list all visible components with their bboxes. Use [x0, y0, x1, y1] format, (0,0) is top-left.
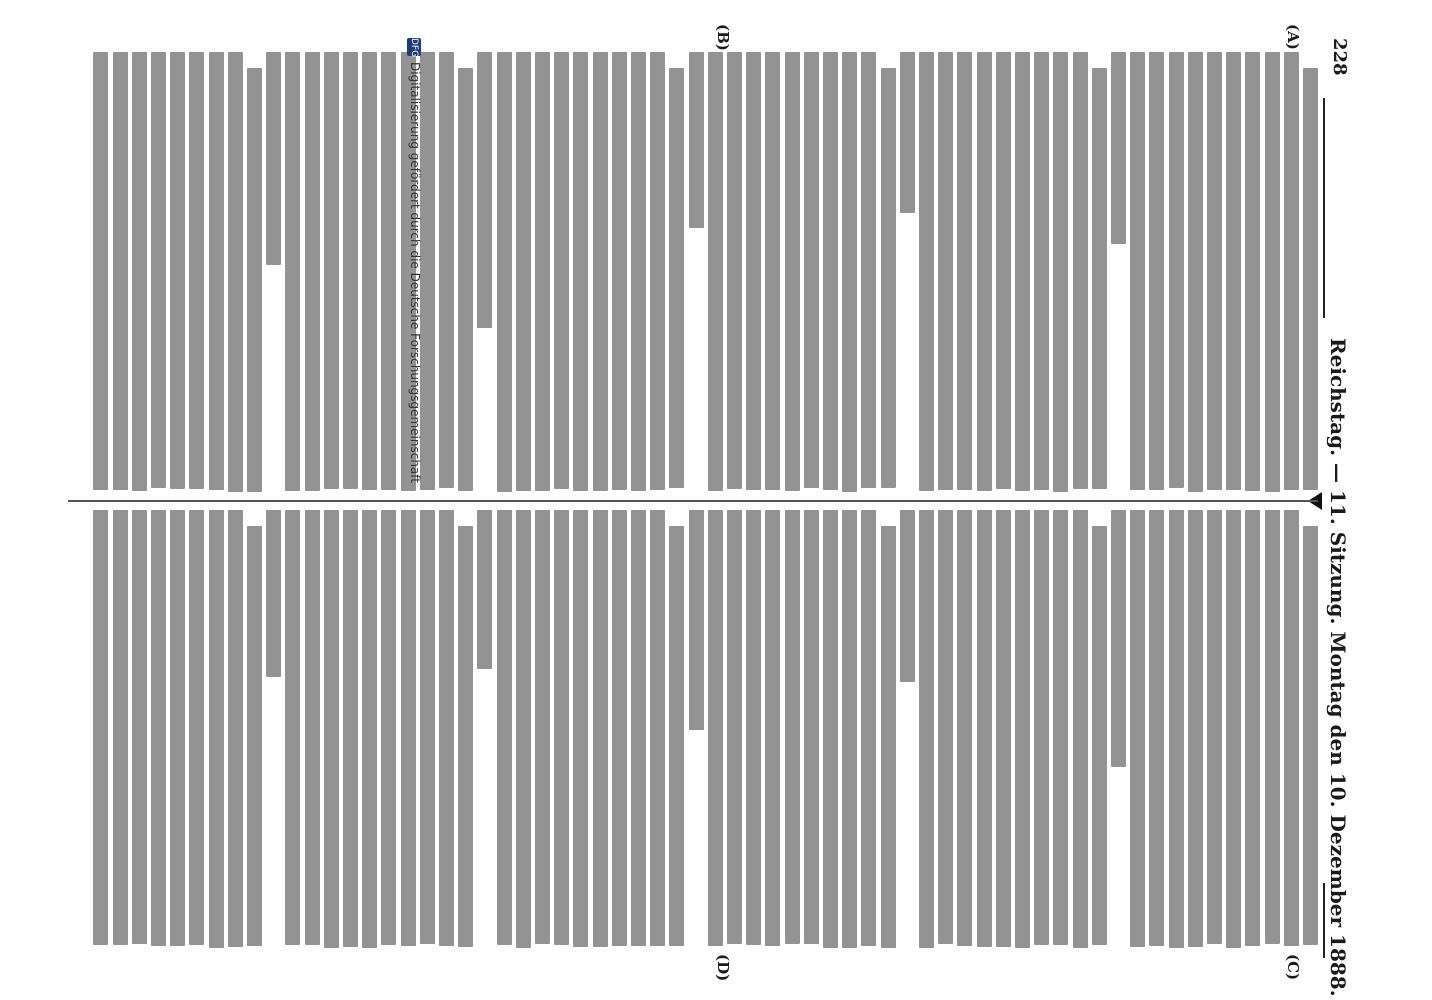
text-line	[842, 52, 857, 492]
text-line	[919, 52, 934, 491]
text-line	[900, 52, 915, 213]
page-number: 228	[1329, 38, 1350, 76]
text-line	[228, 52, 243, 492]
text-line	[1034, 510, 1049, 945]
text-line	[189, 52, 204, 489]
text-line	[593, 510, 608, 947]
text-line	[1092, 526, 1107, 945]
text-line	[93, 52, 108, 490]
text-line	[842, 510, 857, 948]
text-line	[727, 510, 742, 944]
text-line	[1265, 510, 1280, 944]
text-line	[247, 68, 262, 492]
text-line	[170, 52, 185, 489]
text-line	[497, 52, 512, 492]
text-line	[919, 510, 934, 948]
text-line	[1226, 52, 1241, 490]
text-line	[708, 52, 723, 491]
text-line	[497, 510, 512, 945]
text-line	[1130, 52, 1145, 490]
text-line	[1284, 510, 1299, 946]
text-line	[266, 510, 281, 677]
text-line	[1303, 526, 1318, 945]
text-line	[343, 510, 358, 947]
text-line	[285, 52, 300, 491]
text-line	[900, 510, 915, 682]
text-line	[1265, 52, 1280, 492]
text-line	[535, 510, 550, 944]
text-line	[669, 68, 684, 488]
text-line	[1284, 52, 1299, 490]
text-line	[132, 52, 147, 491]
text-line	[439, 52, 454, 488]
text-line	[324, 52, 339, 489]
text-line	[420, 52, 435, 490]
text-line	[1207, 52, 1222, 490]
text-line	[996, 52, 1011, 489]
text-line	[362, 510, 377, 948]
text-line	[305, 510, 320, 945]
text-line	[1169, 510, 1184, 948]
text-line	[381, 52, 396, 490]
text-line	[1130, 510, 1145, 947]
text-line	[573, 510, 588, 947]
text-line	[881, 526, 896, 948]
text-line	[823, 510, 838, 948]
text-line	[285, 510, 300, 945]
dfg-logo: DFG	[409, 38, 419, 58]
text-column-right	[68, 510, 1318, 948]
text-line	[1188, 52, 1203, 492]
text-line	[1111, 52, 1126, 244]
text-line	[996, 510, 1011, 947]
text-line	[1015, 510, 1030, 948]
text-line	[631, 52, 646, 491]
text-line	[746, 510, 761, 945]
text-line	[573, 52, 588, 491]
text-line	[458, 526, 473, 947]
text-line	[1169, 52, 1184, 488]
text-line	[746, 52, 761, 490]
text-line	[631, 510, 646, 946]
text-line	[1245, 510, 1260, 946]
text-line	[612, 510, 627, 946]
text-line	[477, 510, 492, 669]
text-line	[266, 52, 281, 265]
text-line	[477, 52, 492, 328]
text-line	[381, 510, 396, 945]
text-line	[170, 510, 185, 946]
text-line	[977, 52, 992, 491]
text-column-left	[68, 52, 1318, 492]
text-line	[727, 52, 742, 489]
text-line	[1303, 68, 1318, 490]
text-line	[1073, 510, 1088, 948]
text-line	[1245, 52, 1260, 491]
text-line	[93, 510, 108, 945]
text-line	[593, 52, 608, 491]
text-line	[650, 52, 665, 490]
text-line	[612, 52, 627, 490]
text-line	[458, 68, 473, 491]
text-line	[209, 52, 224, 490]
margin-mark-d: (D)	[714, 954, 732, 982]
footer-credit: Digitalisierung gefördert durch die Deutsche Forschungsgemeinschaft	[408, 62, 422, 484]
text-line	[209, 510, 224, 948]
text-line	[1149, 510, 1164, 946]
footer	[402, 38, 422, 968]
text-line	[516, 510, 531, 948]
text-line	[516, 52, 531, 491]
text-line	[823, 52, 838, 490]
text-line	[151, 52, 166, 488]
text-line	[1188, 510, 1203, 947]
text-line	[1015, 52, 1030, 491]
text-line	[324, 510, 339, 948]
margin-mark-c: (C)	[1284, 954, 1302, 981]
text-line	[1111, 510, 1126, 767]
text-line	[957, 52, 972, 490]
text-line	[708, 510, 723, 946]
text-line	[1149, 52, 1164, 490]
text-line	[1226, 510, 1241, 948]
text-line	[247, 526, 262, 946]
text-line	[1092, 68, 1107, 489]
text-line	[804, 52, 819, 488]
text-line	[1034, 52, 1049, 490]
text-line	[650, 510, 665, 946]
text-line	[1073, 52, 1088, 489]
text-line	[113, 52, 128, 490]
text-line	[881, 68, 896, 488]
text-line	[132, 510, 147, 944]
text-line	[938, 52, 953, 490]
text-line	[804, 510, 819, 944]
text-line	[785, 510, 800, 944]
text-line	[1053, 52, 1068, 492]
header-rule-left	[1323, 98, 1325, 318]
text-line	[938, 510, 953, 944]
text-line	[689, 52, 704, 228]
text-line	[189, 510, 204, 945]
text-line	[861, 510, 876, 946]
header-rule-right	[1323, 883, 1325, 958]
text-line	[1053, 510, 1068, 945]
text-line	[957, 510, 972, 946]
column-divider	[68, 500, 1318, 502]
text-line	[228, 510, 243, 947]
text-line	[113, 510, 128, 945]
text-line	[535, 52, 550, 491]
rotated-page-content	[22, 24, 1422, 997]
text-line	[343, 52, 358, 489]
text-line	[669, 526, 684, 946]
text-line	[151, 510, 166, 946]
text-line	[1207, 510, 1222, 944]
text-line	[977, 510, 992, 947]
text-line	[785, 52, 800, 491]
text-line	[689, 510, 704, 730]
margin-mark-b: (B)	[714, 24, 732, 51]
text-line	[861, 52, 876, 488]
text-line	[554, 52, 569, 489]
text-line	[362, 52, 377, 490]
page-header-title: Reichstag. — 11. Sitzung. Montag den 10. Dezember 1888.	[1326, 338, 1350, 997]
margin-mark-a: (A)	[1284, 24, 1302, 50]
text-line	[765, 510, 780, 946]
text-line	[420, 510, 435, 944]
text-line	[439, 510, 454, 946]
text-line	[554, 510, 569, 945]
text-line	[765, 52, 780, 490]
text-line	[305, 52, 320, 491]
